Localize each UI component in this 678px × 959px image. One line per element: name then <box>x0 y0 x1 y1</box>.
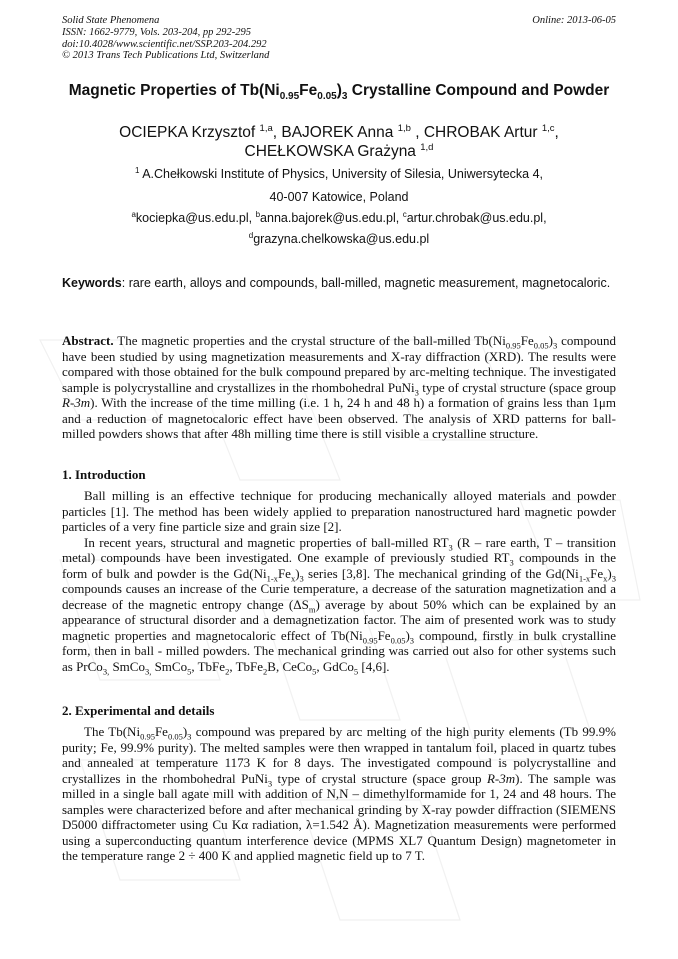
affiliation-line-1: $^1$ A.Chełkowski Institute of Physics, University of Silesia, Uniwersytecka 4, <box>134 165 544 181</box>
section-heading-introduction: 1. Introduction <box>62 467 146 482</box>
email-line-1: $^a$kociepka@us.edu.pl, $^b$anna.bajorek@us.edu.pl, $^c$artur.chrobak@us.edu.pl, <box>131 209 547 225</box>
copyright-line: © 2013 Trans Tech Publications Ltd, Switzerland <box>62 50 270 62</box>
introduction-body: Ball milling is an effective technique for producing mechanically alloyed materials and powder particles [1]. The method has been widely applied to preparation nanostructured hard magnetic powder particles of a very fine particle size and grain size [2]. In recent years, structural and magnetic properties of ball-milled $RT_3$ (R – rare earth, T – transition metal) compounds have been investigated. One example of previously studied $RT_3$ compounds in the form of bulk and powder is the $Gd(Ni_{1-x}Fe_x)_3$ series [3,8]. The mechanical grinding of the $Gd(Ni_{1-x}Fe_x)_3$ compounds causes an increase of the Curie temperature, a decrease of the saturation magnetization and a decrease of the magnetic entropy change $(\Delta S_m)$ average by about 50% which can be explained by an appearance of structural disorder and a demagnetization factor. The aim of presented work was to study magnetic properties and magnetocaloric effect of $Tb(Ni_{0.95}Fe_{0.05})_3$ compound, firstly in bulk crystalline form, then in ball - milled powders. The mechanical grinding was carried out also for other systems such as PrCo$_{3,}$ SmCo$_{3,}$ SmCo$_5$, TbFe$_2$, TbFe$_2$B, CeCo$_5$, GdCo$_5$ [4,6]. <box>62 488 616 677</box>
journal-header <box>62 15 269 62</box>
issn-line: ISSN: 1662-9779, Vols. 203-204, pp 292-295 <box>62 26 251 38</box>
author-list: OCIEPKA Krzysztof $^{1,a}$, BAJOREK Anna $^{1,b}$ , CHROBAK Artur $^{1,c}$, CHEŁKOWSKA Grażyna $^{1,d}$ <box>119 122 559 160</box>
affiliation-line-2: 40-007 Katowice, Poland <box>269 190 409 204</box>
paper-title: Magnetic Properties of $Tb(Ni_{0.95}Fe_{0.05})_3$ Crystalline Compound and Powder <box>68 82 610 103</box>
doi-line: doi:10.4028/www.scientific.net/SSP.203-204.292 <box>62 38 267 50</box>
online-date: Online: 2013-06-05 <box>532 15 616 26</box>
journal-name: Solid State Phenomena <box>62 15 160 26</box>
experimental-body: The $Tb(Ni_{0.95}Fe_{0.05})_3$ compound was prepared by arc melting of the high purity elements (Tb 99.9% purity; Fe, 99.9% purity). The melted samples were then wrapped in tantalum foil, placed in quartz tubes and annealed at temperature 1173 K for 8 days. The investigated compound is polycrystalline and crystallizes in the rhombohedral PuNi$_3$ type of crystal structure (space group R-3m). The sample was milled in a single ball agate mill with addition of N,N – dimethylformamide for 1, 24 and 48 hours. The samples were characterized before and after mechanical grinding by X-ray powder diffraction (SIEMENS D5000 diffractometer using Cu Kα radiation, λ=1.542 Å). Magnetization measurements were performed using a superconducting quantum interference device (MPMS XL7 Quantum Design) magnetometer in the temperature range 2 ÷ 400 K and applied magnetic field up to 7 T. <box>62 724 616 863</box>
keywords: Keywords: rare earth, alloys and compounds, ball-milled, magnetic measurement, magnetocaloric. <box>62 276 611 290</box>
section-heading-experimental: 2. Experimental and details <box>62 703 215 718</box>
abstract: Abstract. The magnetic properties and the crystal structure of the ball-milled $Tb(Ni_{0.95}Fe_{0.05})_3$ compound have been studied by using magnetization measurements and X-ray diffraction (XRD). The results were compared with those obtained for the bulk compound prepared by arc-melting technique. The investigated sample is polycrystalline and crystallizes in the rhombohedral PuNi$_3$ type of crystal structure (space group R-3m). With the increase of the time milling (i.e. 1 h, 24 h and 48 h) a formation of grains less than 1μm and a reduction of magnetocaloric effect have been observed. The analysis of XRD patterns for ball-milled powders shows that after 48h milling time there is still visible a crystalline structure. <box>62 333 616 441</box>
email-line-2: $^d$grazyna.chelkowska@us.edu.pl <box>248 230 430 246</box>
